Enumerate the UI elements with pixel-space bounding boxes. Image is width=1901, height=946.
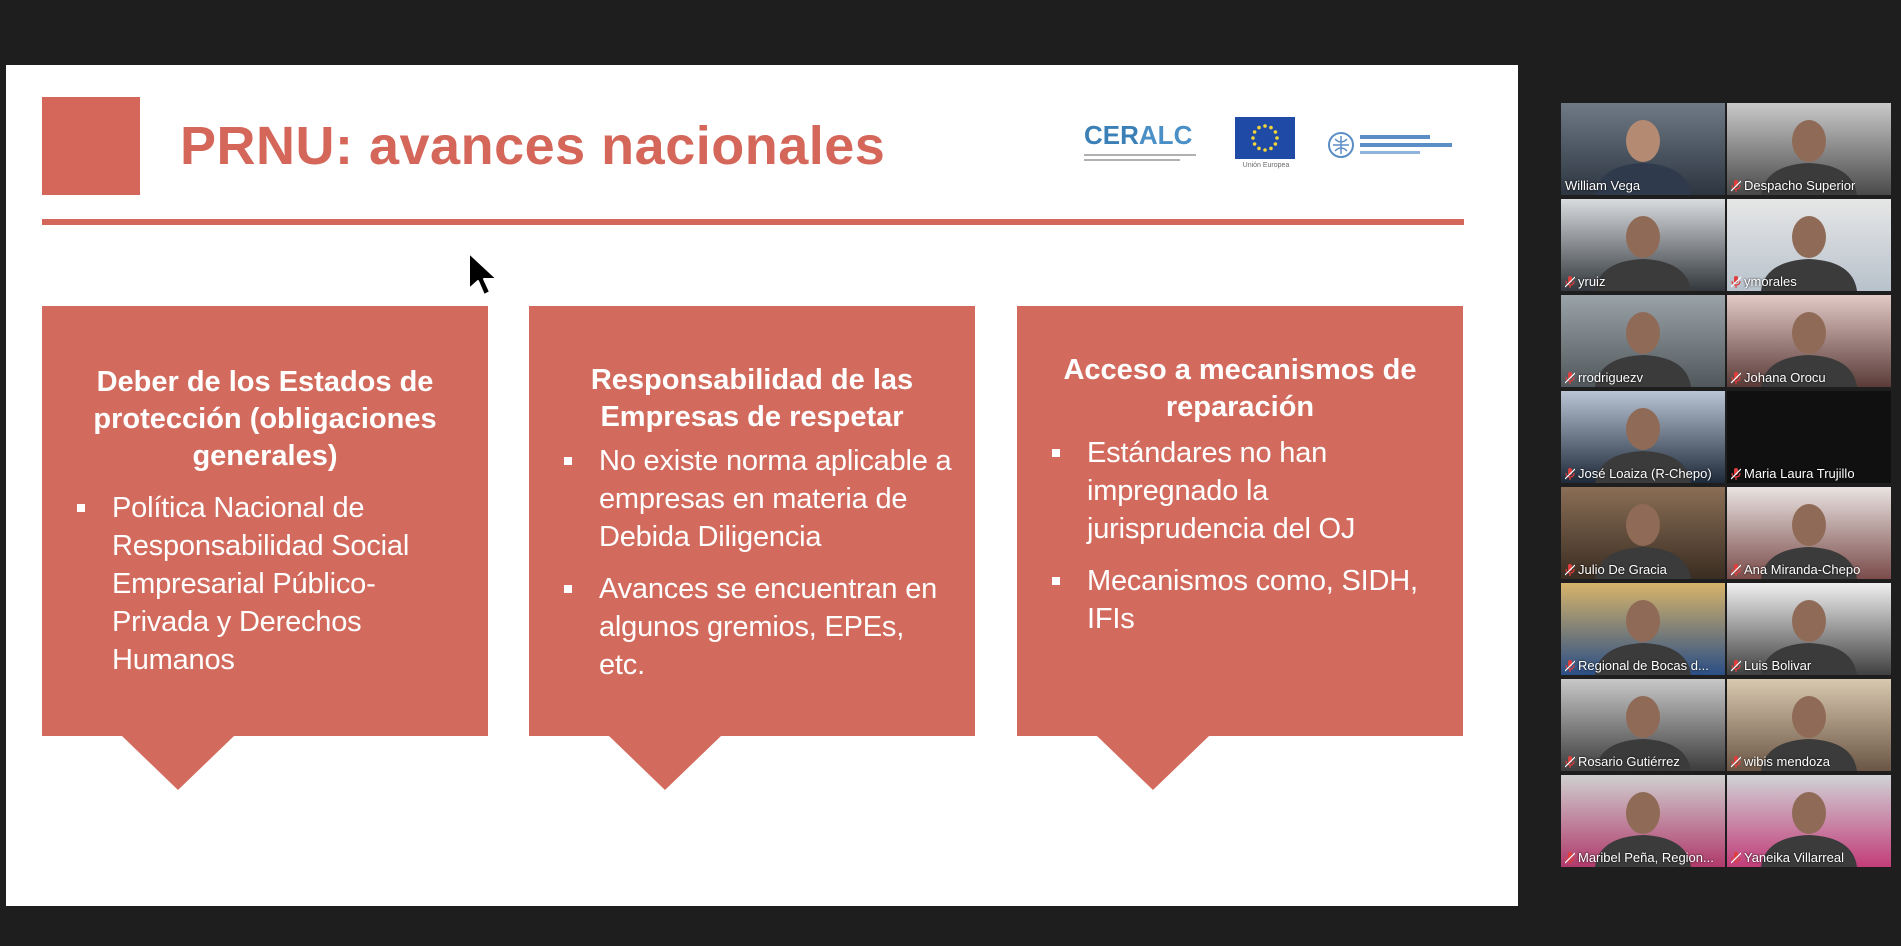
participant-name-label — [1731, 754, 1830, 769]
participant-name: Maria Laura Trujillo — [1744, 466, 1855, 481]
participant-name-label — [1565, 274, 1605, 289]
mic-muted-icon — [1731, 660, 1741, 672]
participant-name-label — [1565, 466, 1712, 481]
participant-name-label — [1731, 178, 1855, 193]
participant-name: Maribel Peña, Region... — [1578, 850, 1714, 865]
card-arrow — [609, 736, 721, 790]
mic-muted-icon — [1731, 852, 1741, 864]
ceralc-logo — [1084, 120, 1214, 176]
participant-name: Julio De Gracia — [1578, 562, 1667, 577]
card-bullets — [529, 442, 975, 684]
participant-name: Yaneika Villarreal — [1744, 850, 1844, 865]
participant-name: Regional de Bocas d... — [1578, 658, 1709, 673]
participant-name-label — [1731, 274, 1797, 289]
participant-name: ymorales — [1744, 274, 1797, 289]
mic-muted-icon — [1565, 564, 1575, 576]
participant-tile[interactable] — [1561, 199, 1725, 291]
participant-tile[interactable] — [1727, 583, 1891, 675]
card-bullets — [42, 489, 488, 679]
participant-name-label — [1565, 850, 1714, 865]
participant-name-label — [1731, 370, 1826, 385]
bullet-item: Mecanismos como, SIDH, IFIs — [1017, 562, 1463, 638]
mic-muted-icon — [1731, 564, 1741, 576]
card-arrow — [1097, 736, 1209, 790]
bullet-item: No existe norma aplicable a empresas en materia de Debida Diligencia — [529, 442, 975, 556]
eu-logo — [1235, 117, 1297, 173]
participant-name-label — [1565, 754, 1680, 769]
participant-name: William Vega — [1565, 178, 1641, 193]
mic-muted-icon — [1731, 468, 1741, 480]
participant-tile[interactable] — [1727, 391, 1891, 483]
mic-muted-icon — [1565, 660, 1575, 672]
un-human-rights-logo — [1326, 125, 1456, 165]
bullet-item: Política Nacional de Responsabilidad Social Empresarial Público-Privada y Derechos Humanos — [42, 489, 488, 679]
participant-tile[interactable] — [1561, 583, 1725, 675]
title-accent-square — [42, 97, 140, 195]
participant-tile[interactable] — [1727, 295, 1891, 387]
participant-tile[interactable] — [1727, 487, 1891, 579]
participant-name: Rosario Gutiérrez — [1578, 754, 1680, 769]
card-bullets — [1017, 434, 1463, 638]
participant-name: Johana Orocu — [1744, 370, 1826, 385]
mic-muted-icon — [1565, 468, 1575, 480]
participant-tile[interactable] — [1561, 775, 1725, 867]
card-heading: Responsabilidad de las Empresas de respetar — [590, 364, 914, 433]
ceralc-logo-subtext — [1084, 153, 1214, 166]
participant-tile[interactable] — [1727, 775, 1891, 867]
mic-muted-icon — [1565, 276, 1575, 288]
participant-tile[interactable] — [1727, 103, 1891, 195]
participant-tile[interactable] — [1561, 391, 1725, 483]
participant-name-label — [1731, 658, 1811, 673]
participant-name: rrodriguezv — [1578, 370, 1644, 385]
mic-muted-icon — [1565, 756, 1575, 768]
un-logo-text-lines — [1360, 133, 1456, 157]
bullet-item: Estándares no han impregnado la jurisprudencia del OJ — [1017, 434, 1463, 548]
card-arrow — [122, 736, 234, 790]
card-heading: Deber de los Estados de protección (obligaciones generales) — [93, 366, 437, 472]
participant-name-label — [1731, 466, 1855, 481]
participant-name-label — [1565, 370, 1643, 385]
bullet-item: Avances se encuentran en algunos gremios, EPEs, etc. — [529, 570, 975, 684]
mic-muted-icon — [1565, 852, 1575, 864]
participant-tile[interactable] — [1561, 487, 1725, 579]
ceralc-subtext-lines — [1084, 153, 1204, 163]
card-state-duty — [42, 306, 488, 736]
participant-name-label — [1565, 562, 1667, 577]
title-divider — [42, 219, 1464, 225]
participant-name: José Loaiza (R-Chepo) — [1578, 466, 1712, 481]
participant-name: yruiz — [1578, 274, 1606, 289]
eu-logo-label: Unión Europea — [1242, 162, 1290, 169]
participant-name: wibis mendoza — [1744, 754, 1830, 769]
participant-name: Ana Miranda-Chepo — [1744, 562, 1861, 577]
participant-name-label — [1565, 178, 1640, 193]
participant-name-label — [1731, 850, 1844, 865]
card-heading: Acceso a mecanismos de reparación — [1063, 354, 1417, 423]
shared-slide — [6, 65, 1518, 906]
slide-title: PRNU: avances nacionales — [180, 116, 886, 176]
un-emblem-icon — [1326, 130, 1356, 160]
participant-tile[interactable] — [1561, 295, 1725, 387]
ceralc-logo-prefix: CER — [1084, 120, 1139, 150]
mic-muted-icon — [1731, 276, 1741, 288]
eu-flag-icon — [1235, 117, 1295, 159]
participant-tile[interactable] — [1561, 103, 1725, 195]
card-remedy-access — [1017, 306, 1463, 736]
participant-name-label — [1565, 658, 1709, 673]
mic-muted-icon — [1731, 756, 1741, 768]
mic-muted-icon — [1565, 372, 1575, 384]
ceralc-logo-suffix: ALC — [1138, 120, 1193, 150]
participant-tile[interactable] — [1727, 199, 1891, 291]
mic-muted-icon — [1731, 372, 1741, 384]
participant-tile[interactable] — [1561, 679, 1725, 771]
mic-muted-icon — [1731, 180, 1741, 192]
participant-tile[interactable] — [1727, 679, 1891, 771]
participant-name: Despacho Superior — [1744, 178, 1856, 193]
mouse-pointer-icon — [467, 251, 501, 302]
participant-name: Luis Bolivar — [1744, 658, 1812, 673]
participant-name-label — [1731, 562, 1860, 577]
card-business-responsibility — [529, 306, 975, 736]
